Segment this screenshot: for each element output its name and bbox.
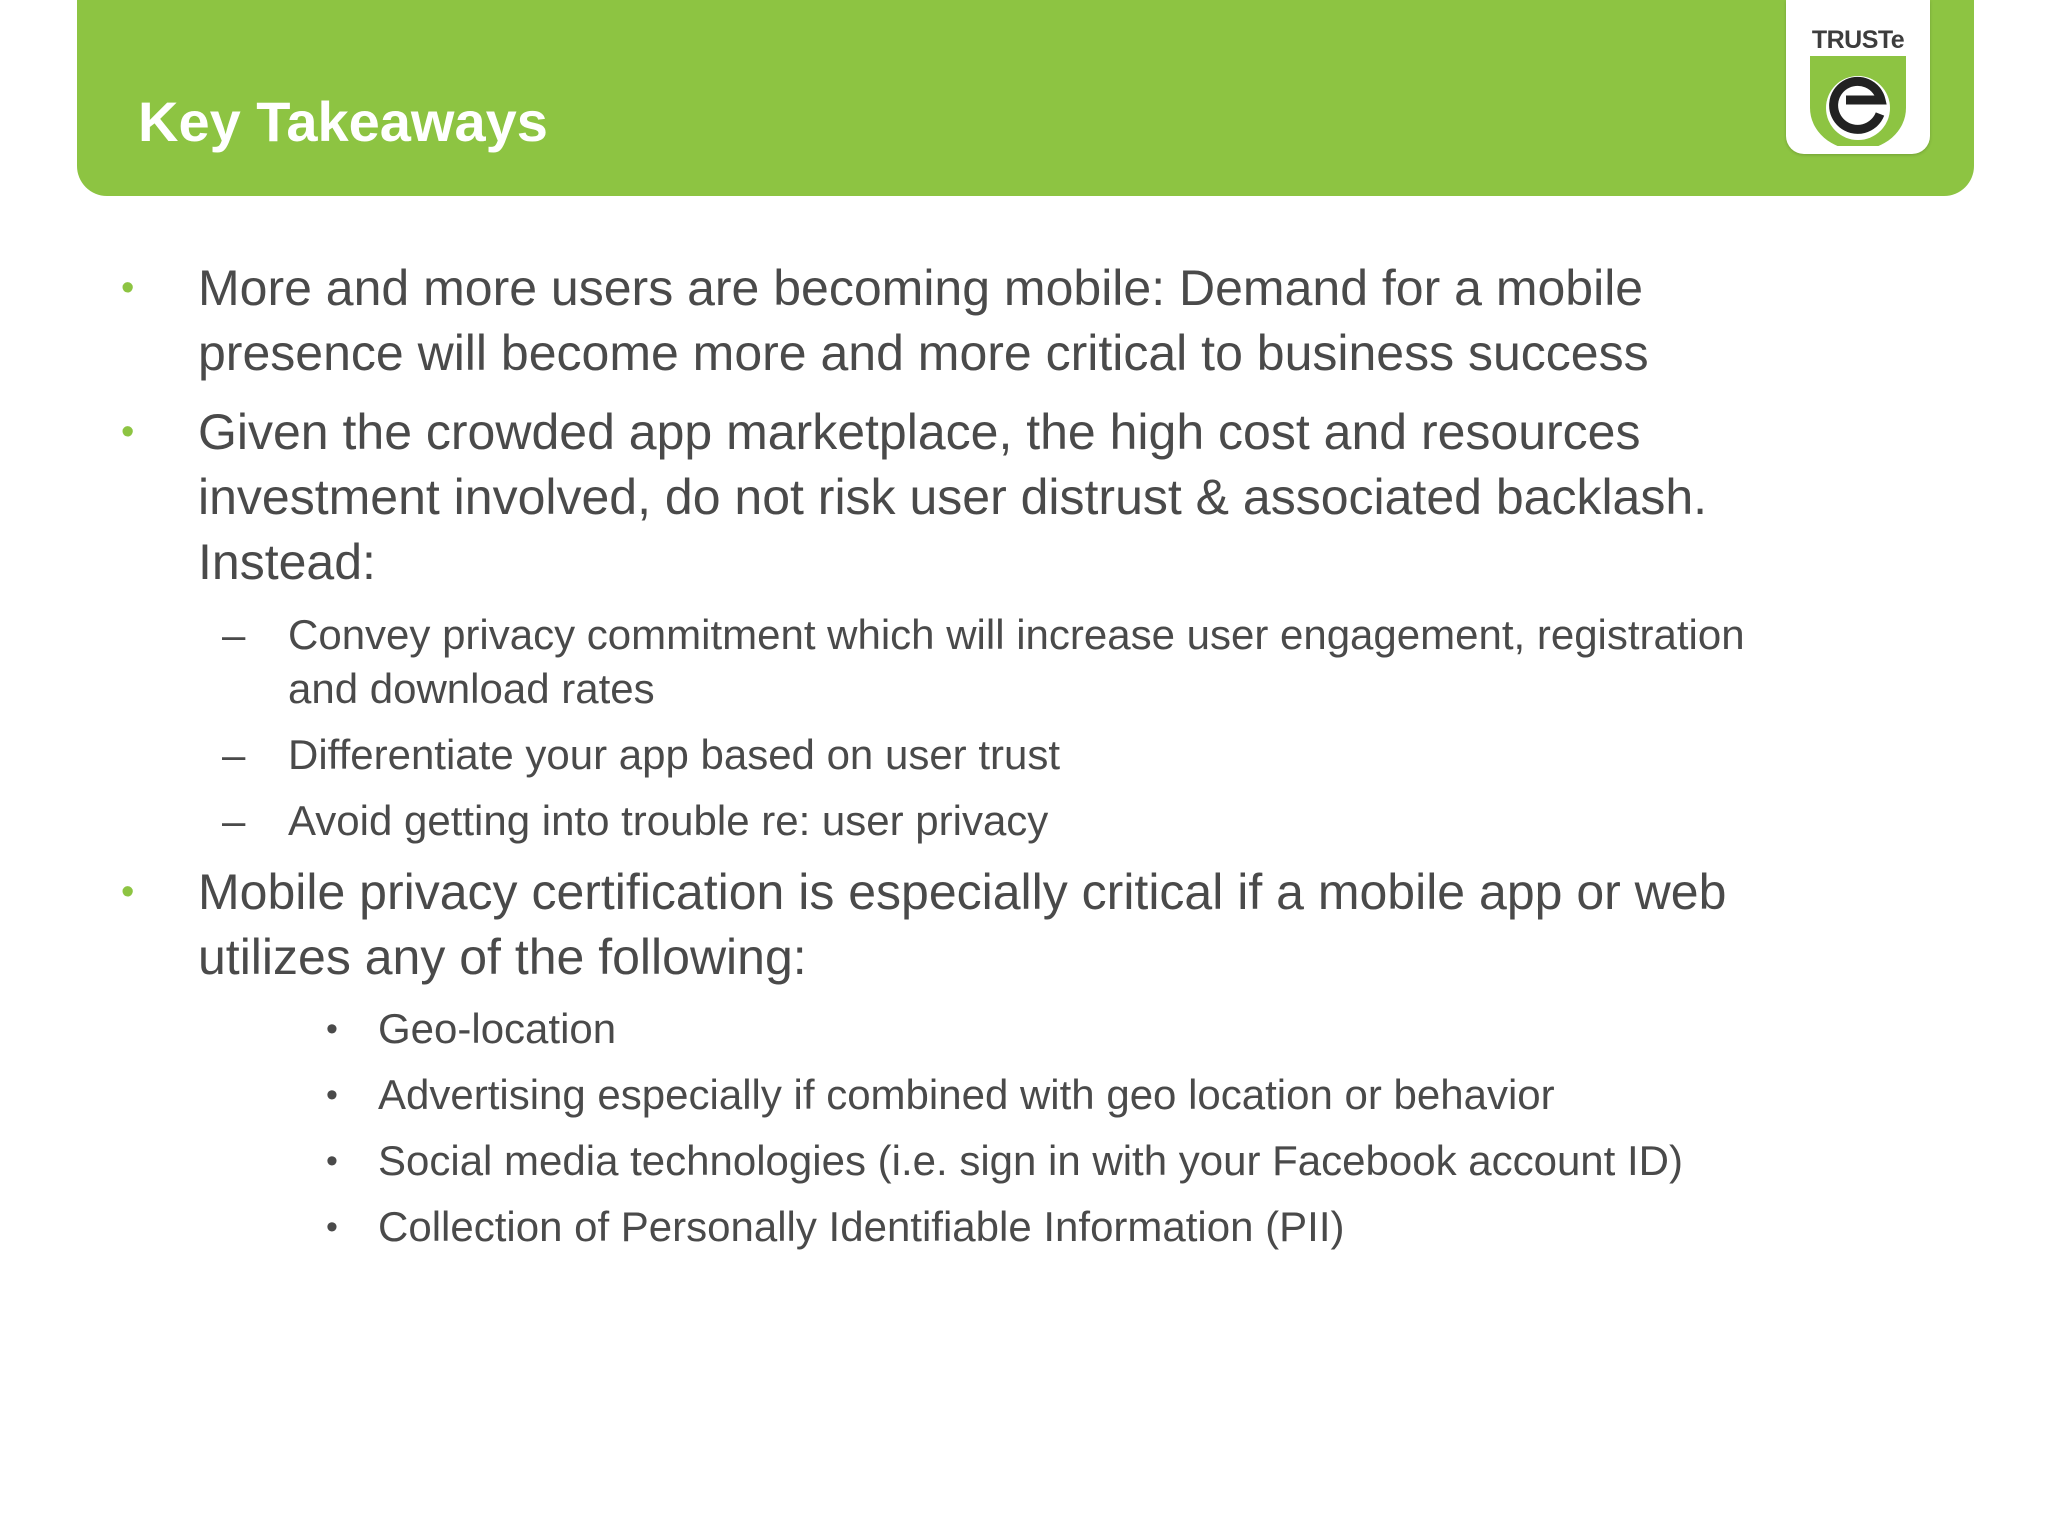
sub-bullet-marker: – (222, 797, 246, 844)
sub-bullet-line: Geo-location (378, 1005, 617, 1052)
sub-bullet-text (378, 1068, 1918, 1122)
bullet-line: presence will become more and more critical to business success (198, 325, 1649, 381)
sub-bullet-marker: – (222, 611, 246, 658)
sub-bullet-marker: • (326, 1142, 338, 1180)
sub-bullet-text (378, 1200, 1918, 1254)
sub-bullet-marker: • (326, 1208, 338, 1246)
bullet-marker: • (121, 871, 135, 913)
sub-bullet-line: Avoid getting into trouble re: user privacy (288, 797, 1049, 844)
sub-bullet-marker: – (222, 731, 246, 778)
sub-bullet-text (378, 1134, 1918, 1188)
bullet-line: Given the crowded app marketplace, the high cost and resources (198, 404, 1641, 460)
bullet-marker: • (121, 267, 135, 309)
sub-bullet-line: Collection of Personally Identifiable Information (PII) (378, 1203, 1345, 1250)
shield-icon (1810, 56, 1906, 146)
sub-bullet-marker: • (326, 1076, 338, 1114)
sub-bullet-marker: • (326, 1010, 338, 1048)
sub-bullet-line: Convey privacy commitment which will increase user engagement, registration (288, 611, 1745, 658)
slide-title: Key Takeaways (138, 90, 548, 153)
bullet-text (198, 400, 1918, 595)
sub-bullet-line: and download rates (288, 665, 655, 712)
sub-bullet-text (288, 794, 1908, 848)
bullet-marker: • (121, 411, 135, 453)
sub-bullet-text (288, 728, 1908, 782)
bullet-line: utilizes any of the following: (198, 929, 807, 985)
sub-bullet-line: Advertising especially if combined with geo location or behavior (378, 1071, 1555, 1118)
bullet-line: Mobile privacy certification is especially critical if a mobile app or web (198, 864, 1727, 920)
sub-bullet-line: Differentiate your app based on user trust (288, 731, 1061, 778)
bullet-text (198, 860, 1918, 990)
sub-bullet-text (288, 608, 1908, 716)
truste-logo (1786, 0, 1930, 154)
bullet-line: investment involved, do not risk user distrust & associated backlash. (198, 469, 1708, 525)
sub-bullet-line: Social media technologies (i.e. sign in with your Facebook account ID) (378, 1137, 1683, 1184)
bullet-text (198, 256, 1918, 386)
bullet-line: More and more users are becoming mobile: Demand for a mobile (198, 260, 1644, 316)
bullet-line: Instead: (198, 534, 376, 590)
sub-bullet-text (378, 1002, 1918, 1056)
truste-logo-text: TRUSTe (1811, 26, 1905, 54)
